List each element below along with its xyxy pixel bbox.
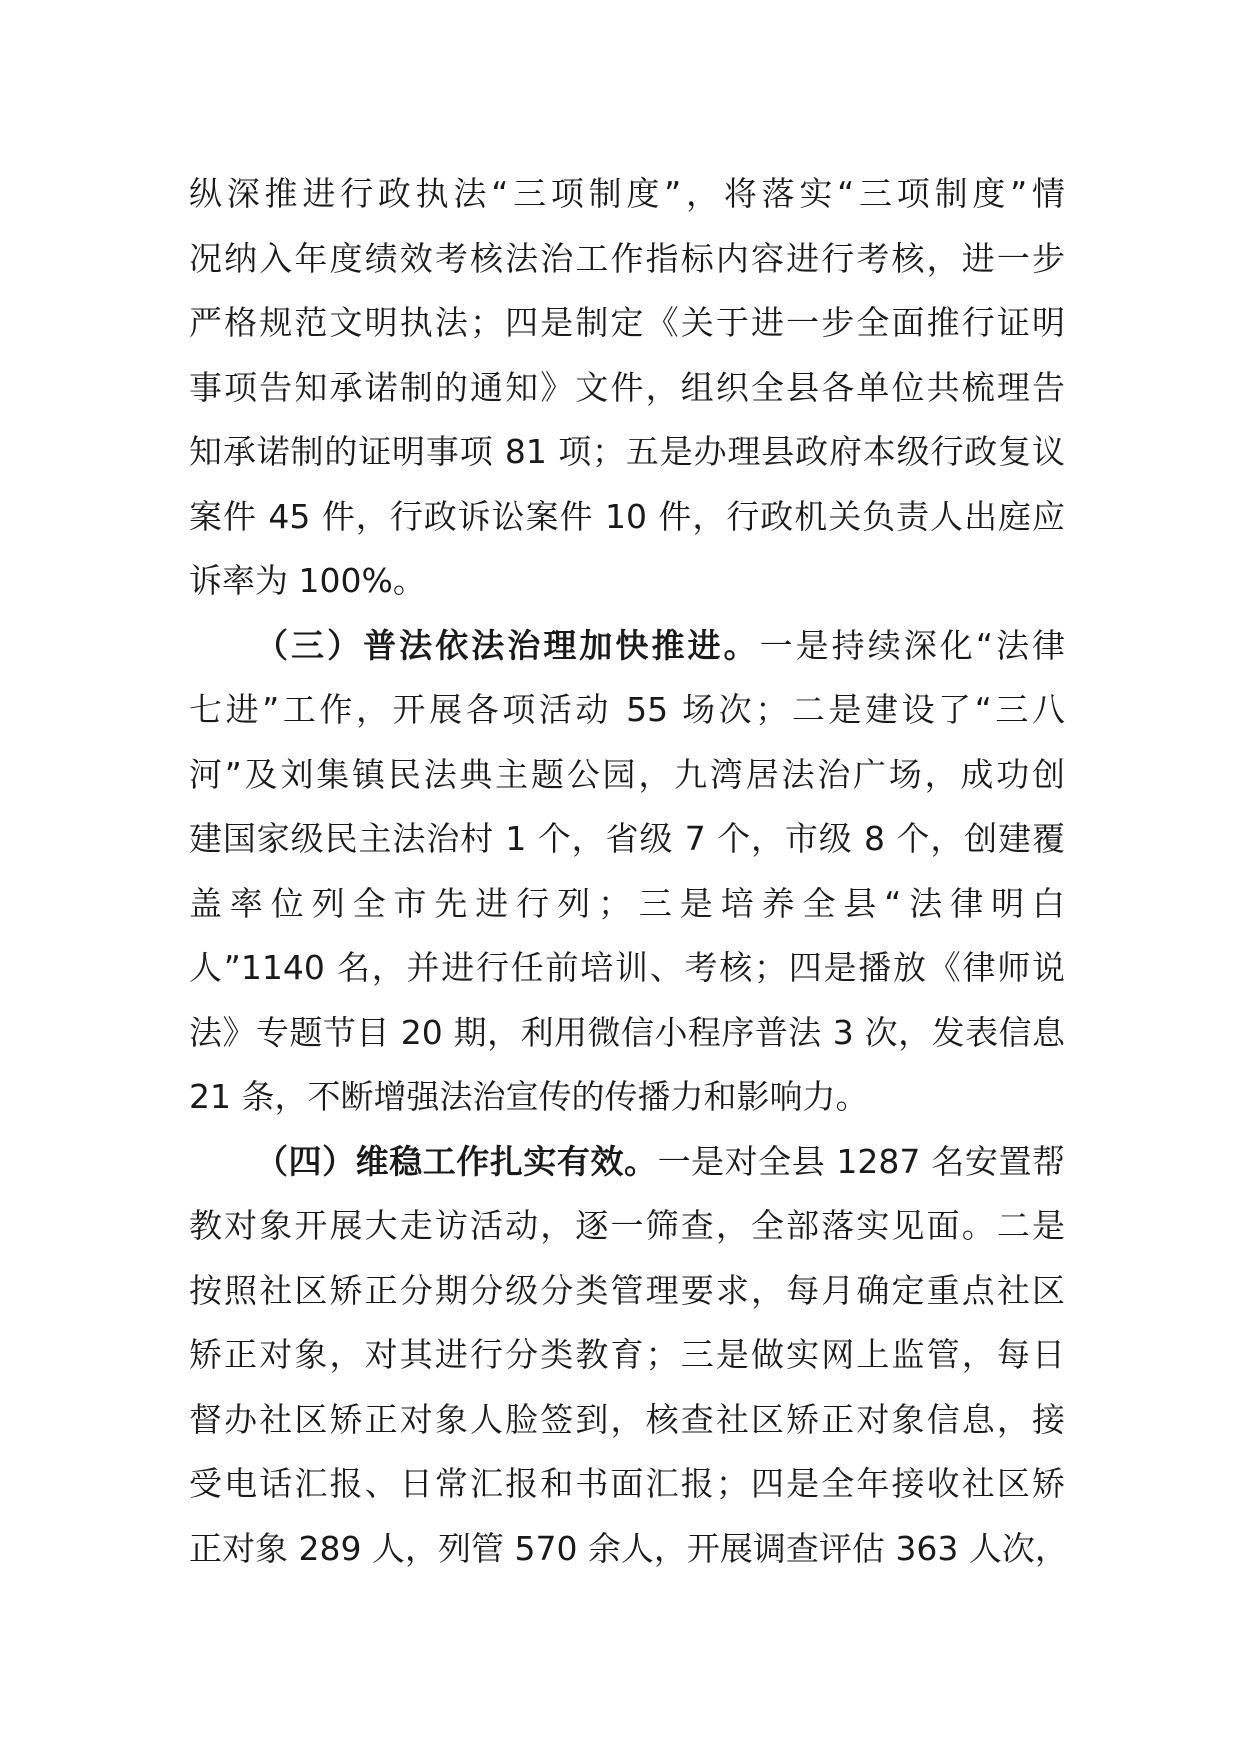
section-heading: （四）维稳工作扎实有效。 — [255, 1141, 658, 1181]
paragraph-legal-education — [189, 614, 1065, 1130]
text-line: 正对象 289 人，列管 570 余人，开展调查评估 363 人次， — [189, 1528, 1068, 1568]
text-line: 知承诺制的证明事项 81 项；五是办理县政府本级行政复议 — [189, 432, 1065, 471]
paragraph-law-enforcement — [189, 162, 1065, 614]
text-line: 督办社区矫正对象人脸签到，核查社区矫正对象信息，接 — [189, 1399, 1065, 1439]
paragraph-stability-work — [189, 1130, 1068, 1582]
text-line: 建国家级民主法治村 1 个，省级 7 个，市级 8 个，创建覆 — [189, 819, 1065, 858]
section-heading: （三）普法依法治理加快推进。 — [255, 625, 760, 665]
text-line: 21 条，不断增强法治宣传的传播力和影响力。 — [189, 1077, 869, 1116]
text-line: 受电话汇报、日常汇报和书面汇报；四是全年接收社区矫 — [189, 1464, 1065, 1503]
text-line: 案件 45 件，行政诉讼案件 10 件，行政机关负责人出庭应 — [189, 496, 1065, 536]
text-line: 矫正对象，对其进行分类教育；三是做实网上监管，每日 — [189, 1335, 1065, 1374]
text-line: 河”及刘集镇民法典主题公园，九湾居法治广场，成功创 — [189, 754, 1065, 794]
text-line: 况纳入年度绩效考核法治工作指标内容进行考核，进一步 — [189, 238, 1065, 278]
text-line: 事项告知承诺制的通知》文件，组织全县各单位共梳理告 — [189, 367, 1065, 407]
text-line: 按照社区矫正分期分级分类管理要求，每月确定重点社区 — [189, 1270, 1065, 1310]
text-line: 七进”工作，开展各项活动 55 场次；二是建设了“三八 — [189, 690, 1065, 729]
text-line — [189, 1130, 1065, 1195]
text-line: 严格规范文明执法；四是制定《关于进一步全面推行证明 — [189, 303, 1065, 342]
text-line: 诉率为 100%。 — [189, 561, 426, 600]
text-line: 纵深推进行政执法“三项制度”，将落实“三项制度”情 — [189, 174, 1065, 213]
heading-continuation: 一是对全县 1287 名安置帮 — [657, 1141, 1065, 1181]
text-line: 人”1140 名，并进行任前培训、考核；四是播放《律师说 — [189, 948, 1065, 987]
text-line: 盖率位列全市先进行列；三是培养全县“法律明白 — [189, 883, 1065, 923]
text-line: 法》专题节目 20 期，利用微信小程序普法 3 次，发表信息 — [189, 1012, 1065, 1052]
text-line — [189, 614, 1065, 679]
text-line: 教对象开展大走访活动，逐一筛查，全部落实见面。二是 — [189, 1206, 1065, 1245]
heading-continuation: 一是持续深化“法律 — [759, 625, 1065, 665]
